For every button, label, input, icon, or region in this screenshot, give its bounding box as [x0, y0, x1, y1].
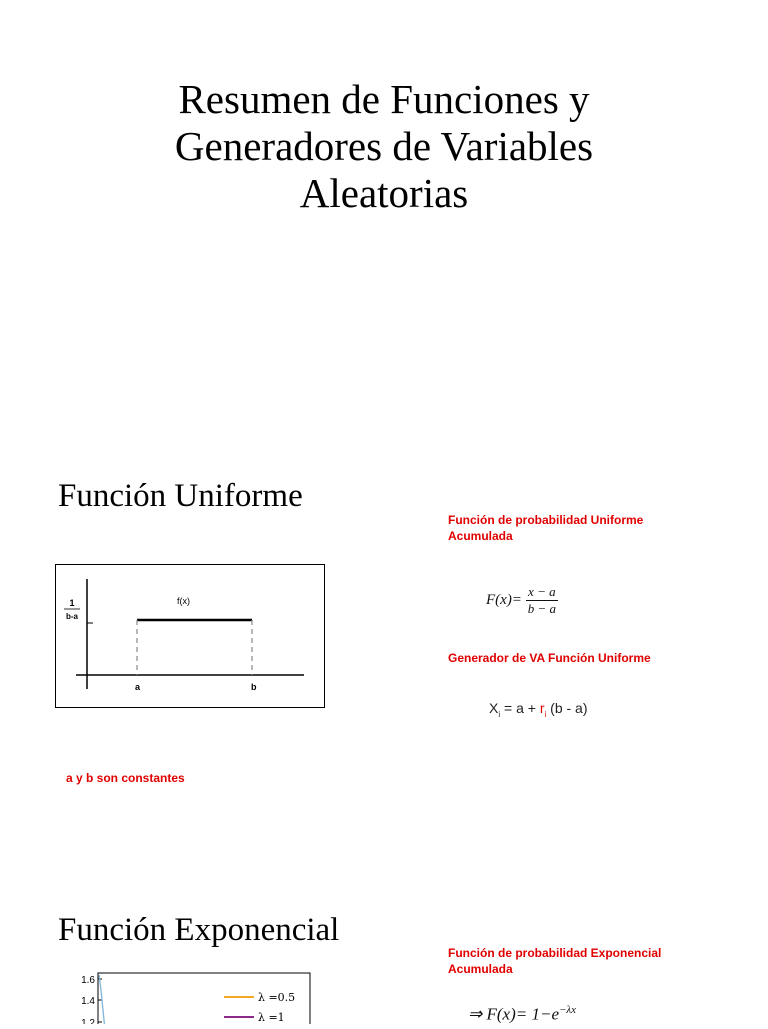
exp-cdf-exponent: −λx: [559, 1004, 577, 1016]
y-tick-label: 1.6: [81, 975, 95, 986]
y-tick-label: 1.4: [81, 996, 95, 1007]
document-title: [0, 76, 768, 217]
uniform-generator-formula: [489, 700, 588, 719]
uniform-cdf-denominator: b − a: [527, 601, 556, 616]
legend-label-lambda-0.5: λ =0.5: [258, 991, 296, 1004]
uniform-pdf-figure: [55, 564, 325, 708]
title-line-2: Generadores de Variables: [174, 123, 594, 169]
b-label: b: [251, 682, 257, 692]
uniform-cdf-label: [448, 512, 643, 544]
uniform-heading: Función Uniforme: [58, 478, 303, 514]
exp-cdf-base: e: [551, 1004, 559, 1024]
uniform-generator-label: Generador de VA Función Uniforme: [448, 651, 651, 665]
uniform-cdf-fraction: [526, 584, 558, 617]
exponential-cdf-formula: [468, 1004, 576, 1025]
a-label: a: [135, 682, 141, 692]
y-label-numerator: 1: [69, 598, 75, 608]
title-line-3: Aleatorias: [299, 170, 469, 216]
exponential-cdf-label-line1: Función de probabilidad Exponencial: [448, 946, 662, 960]
uniform-cdf-label-line2: Acumulada: [448, 529, 513, 543]
y-tick-label: 1.2: [81, 1018, 95, 1024]
uniform-cdf-numerator: x − a: [526, 584, 558, 601]
uniform-cdf-lhs: F(x)=: [486, 591, 522, 608]
exponential-cdf-label-line2: Acumulada: [448, 962, 513, 976]
gen-tail: (b - a): [550, 700, 588, 716]
exp-cdf-prefix: ⇒ F(x)= 1−: [468, 1004, 552, 1024]
uniform-cdf-formula: [486, 584, 558, 617]
uniform-cdf-label-line1: Función de probabilidad Uniforme: [448, 513, 644, 527]
gen-x-sub: i: [498, 709, 501, 719]
gen-middle: = a +: [504, 700, 536, 716]
constants-note: a y b son constantes: [66, 771, 185, 785]
gen-r-sub: i: [544, 709, 547, 719]
exponential-cdf-label: [448, 945, 661, 977]
exponential-heading: Función Exponencial: [58, 912, 340, 948]
exponential-chart-svg: [60, 970, 330, 1024]
gen-r: r: [539, 700, 545, 716]
gen-x: X: [489, 700, 499, 716]
exponential-pdf-chart: [60, 970, 330, 1024]
y-label-denominator: b-a: [66, 612, 78, 621]
uniform-pdf-diagram: [56, 565, 324, 707]
title-line-1: Resumen de Funciones y: [178, 76, 590, 122]
legend-label-lambda-1: λ =1: [258, 1011, 285, 1024]
fx-label: f(x): [177, 596, 190, 606]
